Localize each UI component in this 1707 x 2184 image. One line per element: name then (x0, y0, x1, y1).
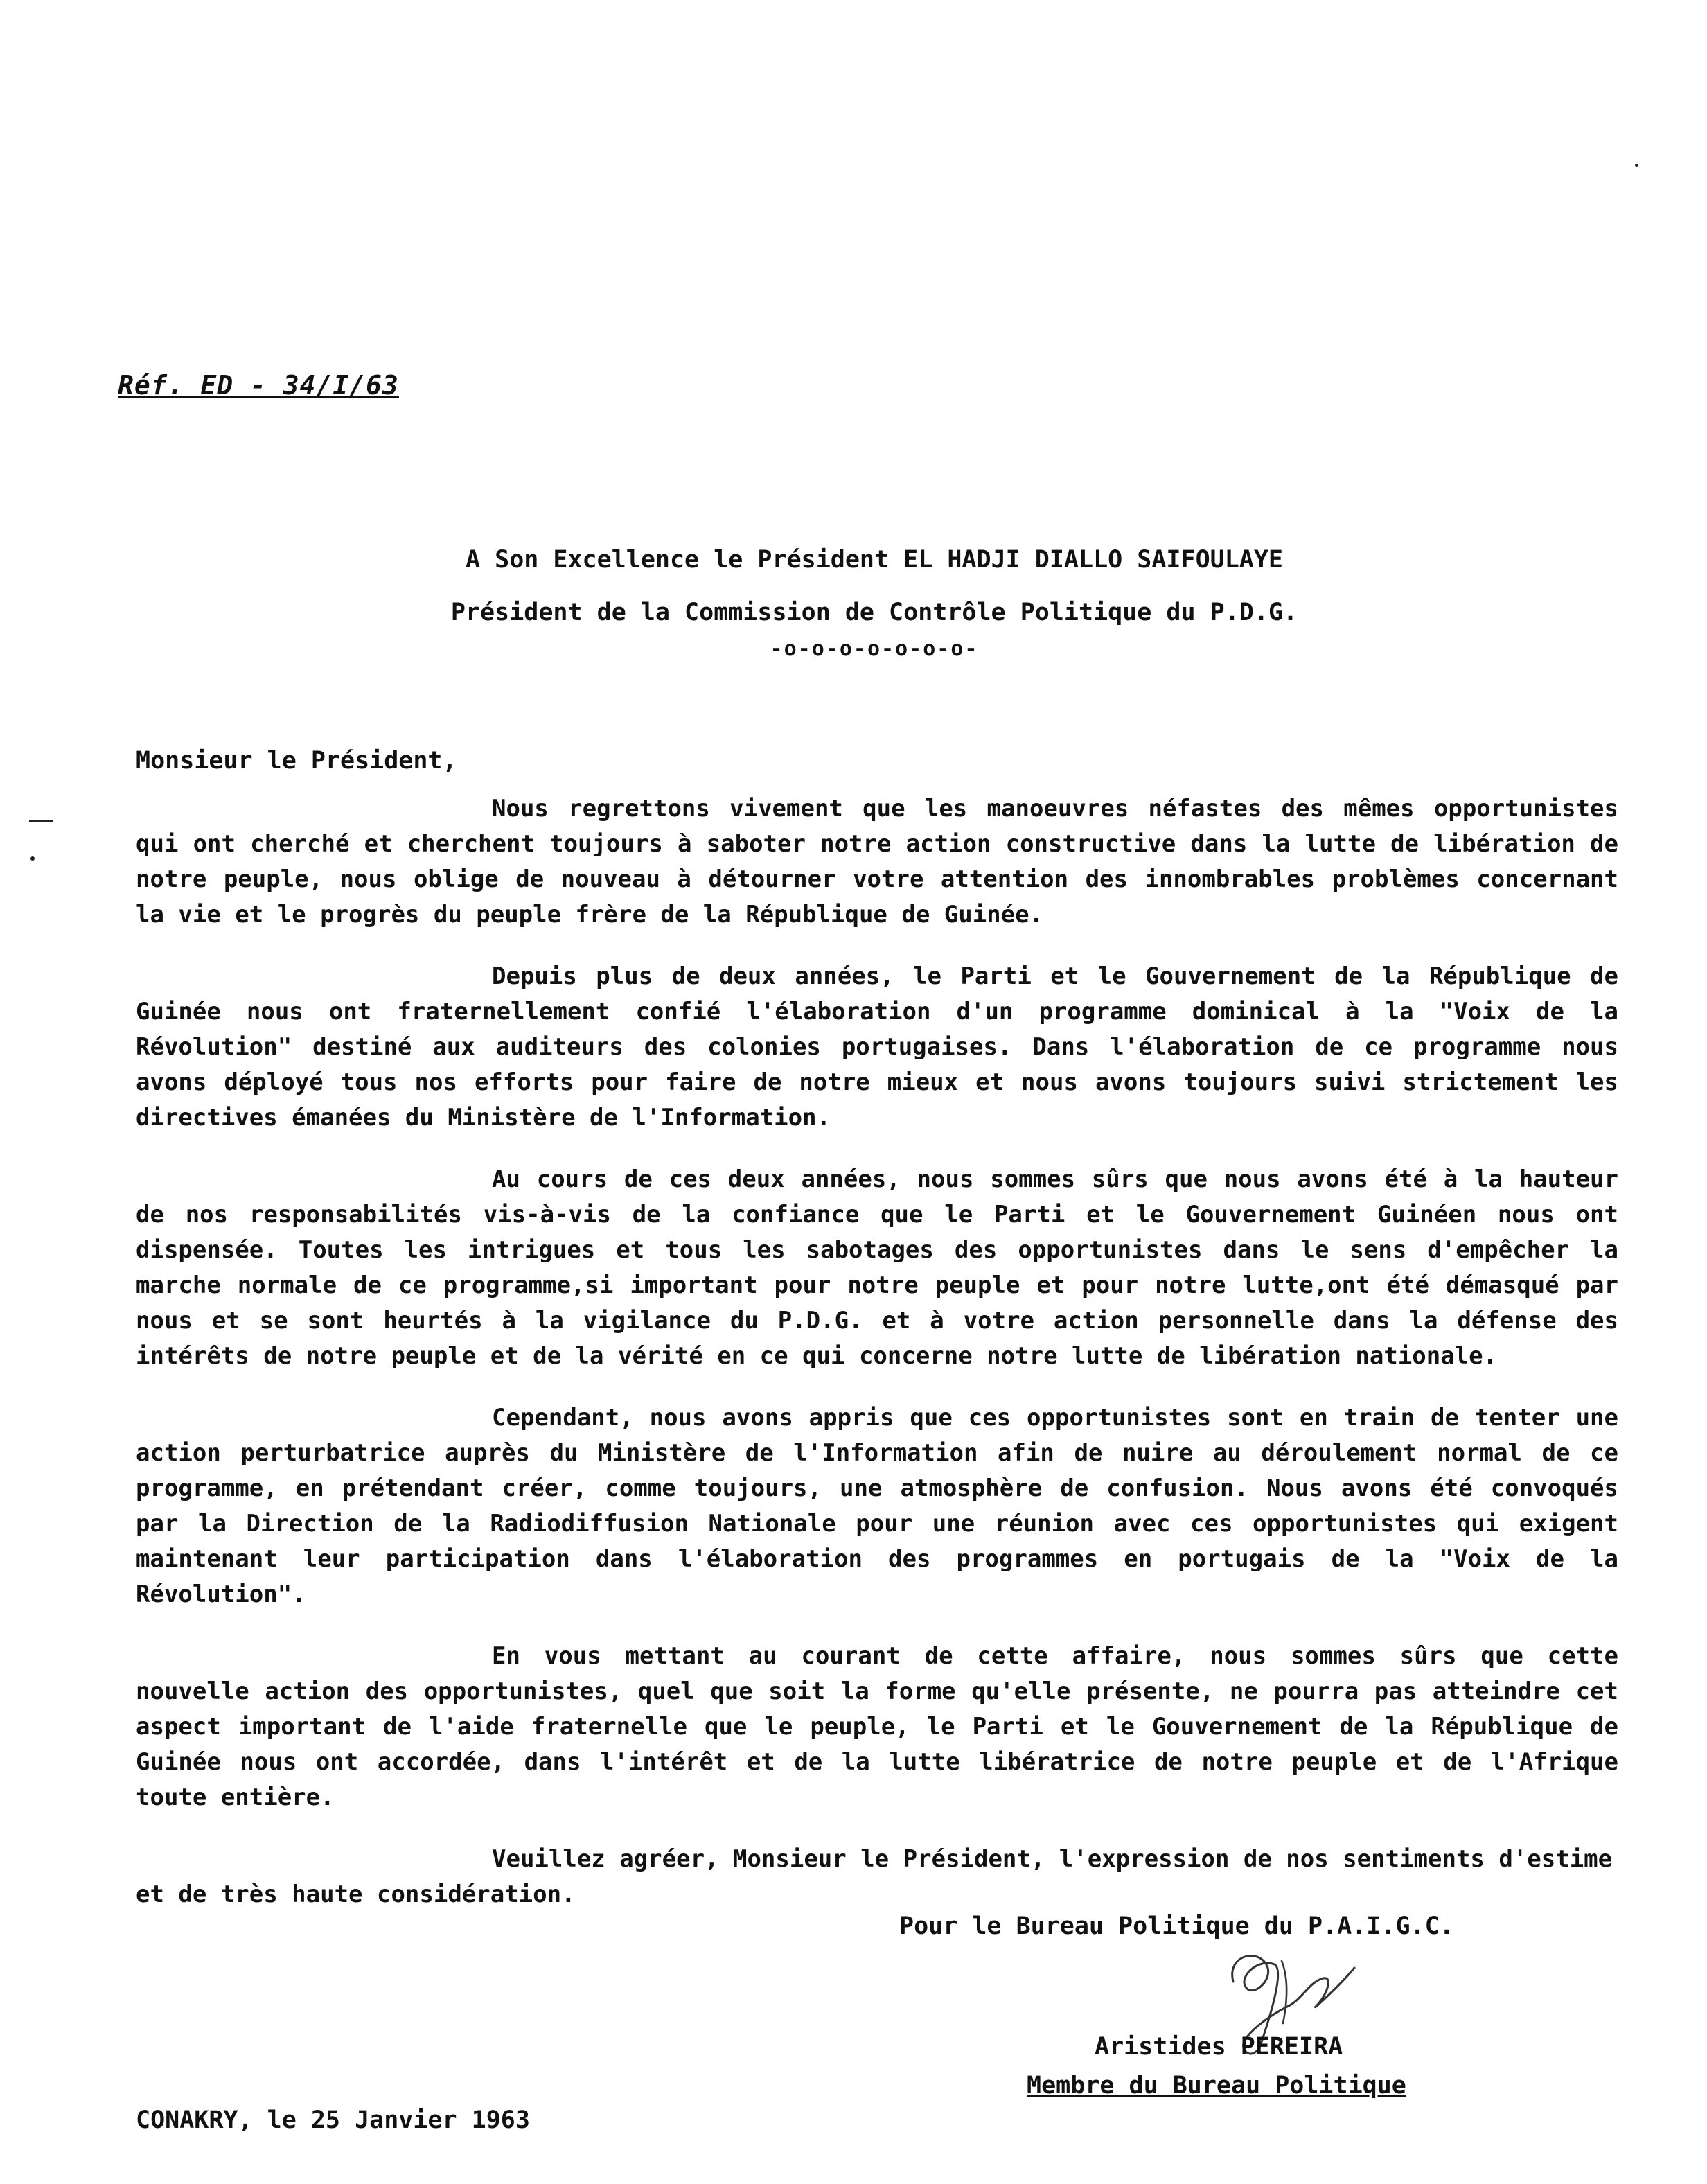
salutation: Monsieur le Président, (136, 747, 457, 775)
signatory-title: Membre du Bureau Politique (1027, 2072, 1406, 2099)
margin-dash-mark (29, 820, 53, 822)
paragraph-2: Depuis plus de deux années, le Parti et le Gouvernement de la République de Guinée nous ont fraternellement confié l'élaboration d'un programme dominical à la "Voix de la Révolution" destiné aux auditeurs des colonies portugaises. Dans l'élaboration de ce programme nous avons déployé tous nos efforts pour faire de notre mieux et nous avons toujours suivi strictement les directives émanées du Ministère de l'Information. (136, 962, 1618, 1131)
signatory-name: Aristides PEREIRA (1095, 2033, 1343, 2061)
addressee-line-1: A Son Excellence le Président EL HADJI DIALLO SAIFOULAYE (465, 546, 1284, 574)
margin-dot-mark (30, 856, 35, 861)
addressee-block (0, 534, 1707, 660)
address-separator: -o-o-o-o-o-o-o- (770, 637, 979, 661)
paragraph-1: Nous regrettons vivement que les manoeuvres néfastes des mêmes opportunistes qui ont cherché et cherchent toujours à saboter notre action constructive dans la lutte de libération de notre peuple, nous oblige de nouveau à détourner votre attention des innombrables problèmes concernant la vie et le progrès du peuple frère de la République de Guinée. (136, 795, 1618, 928)
closing-formula: Veuillez agréer, Monsieur le Président, l'expression de nos sentiments d'estime et de très haute considération. (136, 1845, 1613, 1908)
paragraph-4: Cependant, nous avons appris que ces opportunistes sont en train de tenter une action perturbatrice auprès du Ministère de l'Information afin de nuire au déroulement normal de ce programme, en prétendant créer, comme toujours, une atmosphère de confusion. Nous avons été convoqués par la Direction de la Radiodiffusion Nationale pour une réunion avec ces opportunistes qui exigent maintenant leur participation dans l'élaboration des programmes en portugais de la "Voix de la Révolution". (136, 1404, 1618, 1608)
addressee-line-2: Président de la Commission de Contrôle Politique du P.D.G. (450, 599, 1298, 626)
reference-number: Réf. ED - 34/I/63 (118, 370, 399, 400)
margin-dot-mark-right (1635, 164, 1638, 167)
bureau-line: Pour le Bureau Politique du P.A.I.G.C. (899, 1912, 1454, 1940)
place-date: CONAKRY, le 25 Janvier 1963 (136, 2106, 530, 2134)
letter-body (136, 791, 1618, 1912)
paragraph-5: En vous mettant au courant de cette affaire, nous sommes sûrs que cette nouvelle action des opportunistes, quel que soit la forme qu'elle présente, ne pourra pas atteindre cet aspect important de l'aide fraternelle que le peuple, le Parti et le Gouvernement de la République de Guinée nous ont accordée, dans l'intérêt et de la lutte libératrice de notre peuple et de l'Afrique toute entière. (136, 1642, 1618, 1811)
paragraph-3: Au cours de ces deux années, nous sommes sûrs que nous avons été à la hauteur de nos responsabilités vis-à-vis de la confiance que le Parti et le Gouvernement Guinéen nous ont dispensée. Toutes les intrigues et tous les sabotages des opportunistes dans le sens d'empêcher la marche normale de ce programme,si important pour notre peuple et pour notre lutte,ont été démasqué par nous et se sont heurtés à la vigilance du P.D.G. et à votre action personnelle dans la défense des intérêts de notre peuple et de la vérité en ce qui concerne notre lutte de libération nationale. (136, 1165, 1618, 1370)
